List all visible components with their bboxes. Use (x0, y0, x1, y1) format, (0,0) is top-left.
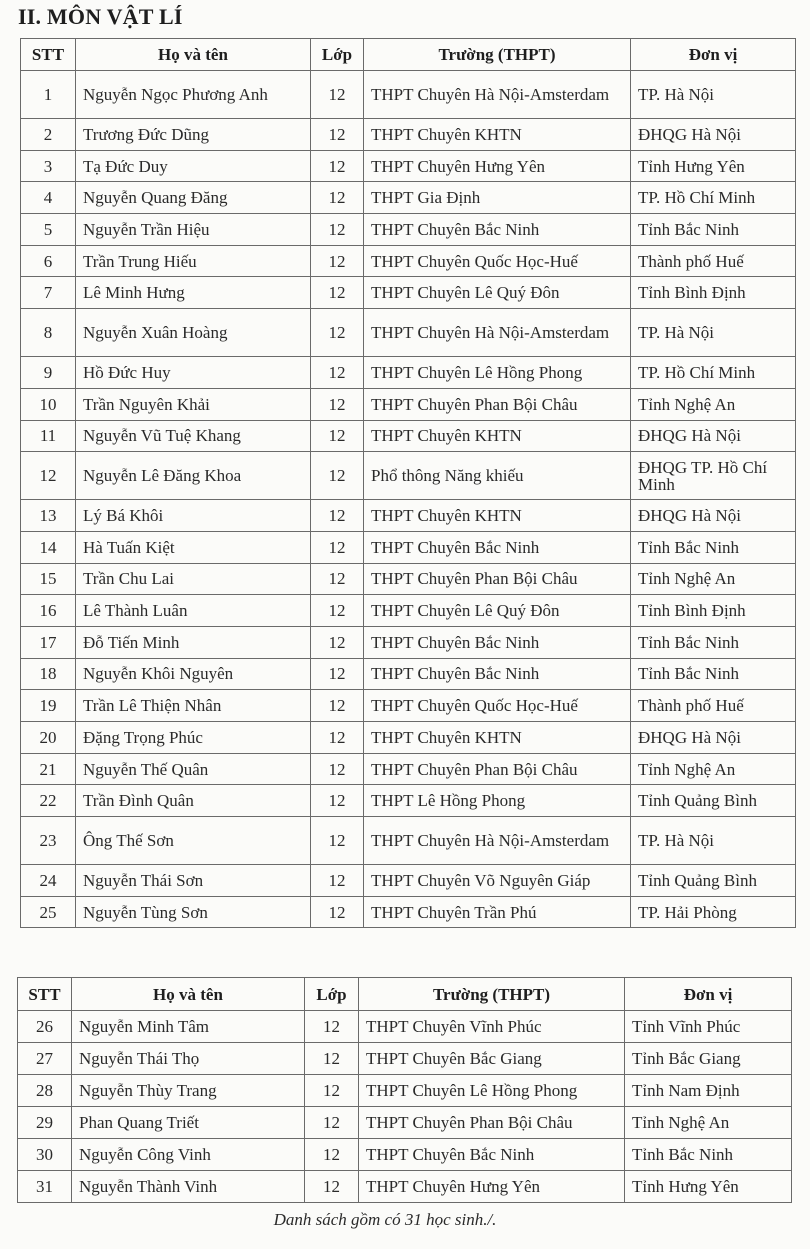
cell-grade: 12 (311, 452, 364, 500)
cell-name: Tạ Đức Duy (76, 150, 311, 182)
cell-name: Nguyễn Thùy Trang (72, 1075, 305, 1107)
cell-unit: ĐHQG Hà Nội (631, 420, 796, 452)
cell-school: THPT Chuyên Vĩnh Phúc (359, 1011, 625, 1043)
cell-school: THPT Chuyên Bắc Ninh (364, 626, 631, 658)
table-row (21, 452, 796, 500)
cell-school: THPT Chuyên Hà Nội-Amsterdam (364, 817, 631, 865)
cell-unit: Tỉnh Bắc Giang (625, 1043, 792, 1075)
cell-stt: 27 (18, 1043, 72, 1075)
table-row (21, 817, 796, 865)
cell-stt: 23 (21, 817, 76, 865)
cell-unit: Tỉnh Bắc Ninh (631, 531, 796, 563)
cell-stt: 12 (21, 452, 76, 500)
cell-grade: 12 (311, 896, 364, 928)
cell-stt: 11 (21, 420, 76, 452)
cell-name: Nguyễn Thái Thọ (72, 1043, 305, 1075)
header-school: Trường (THPT) (359, 978, 625, 1011)
cell-grade: 12 (311, 690, 364, 722)
cell-stt: 25 (21, 896, 76, 928)
cell-stt: 5 (21, 214, 76, 246)
table-row (21, 245, 796, 277)
cell-stt: 22 (21, 785, 76, 817)
cell-name: Phan Quang Triết (72, 1107, 305, 1139)
table-row (21, 626, 796, 658)
header-grade: Lớp (311, 39, 364, 71)
cell-grade: 12 (311, 182, 364, 214)
cell-school: THPT Chuyên Quốc Học-Huế (364, 690, 631, 722)
cell-name: Nguyễn Vũ Tuệ Khang (76, 420, 311, 452)
table-row (21, 563, 796, 595)
cell-school: THPT Chuyên Lê Hồng Phong (364, 357, 631, 389)
cell-unit: Tỉnh Bắc Ninh (631, 658, 796, 690)
cell-stt: 31 (18, 1171, 72, 1203)
cell-unit: ĐHQG TP. Hồ Chí Minh (631, 452, 796, 500)
cell-school: THPT Chuyên Hà Nội-Amsterdam (364, 309, 631, 357)
cell-unit: TP. Hà Nội (631, 817, 796, 865)
cell-stt: 30 (18, 1139, 72, 1171)
cell-unit: TP. Hồ Chí Minh (631, 357, 796, 389)
cell-grade: 12 (311, 563, 364, 595)
cell-grade: 12 (311, 309, 364, 357)
table-row (21, 150, 796, 182)
cell-stt: 9 (21, 357, 76, 389)
cell-grade: 12 (305, 1075, 359, 1107)
cell-grade: 12 (305, 1043, 359, 1075)
cell-name: Lê Minh Hưng (76, 277, 311, 309)
cell-school: THPT Chuyên Hưng Yên (364, 150, 631, 182)
cell-name: Nguyễn Thành Vinh (72, 1171, 305, 1203)
table-row (21, 119, 796, 151)
table-row (21, 690, 796, 722)
cell-unit: ĐHQG Hà Nội (631, 722, 796, 754)
table-row (21, 753, 796, 785)
cell-school: THPT Chuyên Hà Nội-Amsterdam (364, 71, 631, 119)
cell-grade: 12 (305, 1011, 359, 1043)
table-row (18, 1107, 792, 1139)
cell-stt: 26 (18, 1011, 72, 1043)
cell-grade: 12 (311, 71, 364, 119)
cell-unit: Tỉnh Nghệ An (631, 753, 796, 785)
cell-stt: 8 (21, 309, 76, 357)
cell-grade: 12 (311, 420, 364, 452)
cell-grade: 12 (311, 357, 364, 389)
cell-name: Nguyễn Khôi Nguyên (76, 658, 311, 690)
cell-stt: 1 (21, 71, 76, 119)
cell-stt: 18 (21, 658, 76, 690)
cell-stt: 17 (21, 626, 76, 658)
header-name: Họ và tên (72, 978, 305, 1011)
cell-name: Nguyễn Trần Hiệu (76, 214, 311, 246)
section-title: II. MÔN VẬT LÍ (18, 4, 183, 29)
cell-school: THPT Gia Định (364, 182, 631, 214)
cell-school: THPT Chuyên Bắc Ninh (364, 531, 631, 563)
table-row (18, 1171, 792, 1203)
cell-stt: 3 (21, 150, 76, 182)
cell-name: Trần Nguyên Khải (76, 388, 311, 420)
cell-grade: 12 (311, 595, 364, 627)
cell-school: THPT Chuyên Phan Bội Châu (364, 753, 631, 785)
table-row (21, 71, 796, 119)
cell-unit: TP. Hà Nội (631, 71, 796, 119)
cell-grade: 12 (311, 658, 364, 690)
cell-school: THPT Chuyên Võ Nguyên Giáp (364, 865, 631, 897)
cell-name: Nguyễn Thế Quân (76, 753, 311, 785)
cell-school: THPT Chuyên Phan Bội Châu (359, 1107, 625, 1139)
cell-school: THPT Chuyên Hưng Yên (359, 1171, 625, 1203)
cell-unit: Tỉnh Bình Định (631, 595, 796, 627)
cell-unit: TP. Hải Phòng (631, 896, 796, 928)
table-row (18, 1011, 792, 1043)
cell-name: Đặng Trọng Phúc (76, 722, 311, 754)
cell-unit: Tỉnh Hưng Yên (631, 150, 796, 182)
cell-unit: Tỉnh Nghệ An (625, 1107, 792, 1139)
cell-stt: 28 (18, 1075, 72, 1107)
cell-unit: Tỉnh Nghệ An (631, 563, 796, 595)
table-row (21, 531, 796, 563)
cell-school: THPT Chuyên Phan Bội Châu (364, 388, 631, 420)
header-grade: Lớp (305, 978, 359, 1011)
header-school: Trường (THPT) (364, 39, 631, 71)
cell-name: Nguyễn Ngọc Phương Anh (76, 71, 311, 119)
cell-school: THPT Chuyên Bắc Giang (359, 1043, 625, 1075)
table-header-row (18, 978, 792, 1011)
cell-name: Trần Đình Quân (76, 785, 311, 817)
cell-grade: 12 (311, 626, 364, 658)
cell-school: THPT Chuyên Bắc Ninh (364, 214, 631, 246)
cell-grade: 12 (311, 214, 364, 246)
cell-grade: 12 (311, 785, 364, 817)
cell-unit: Tỉnh Bình Định (631, 277, 796, 309)
header-name: Họ và tên (76, 39, 311, 71)
cell-grade: 12 (311, 531, 364, 563)
cell-unit: Tỉnh Vĩnh Phúc (625, 1011, 792, 1043)
cell-school: THPT Chuyên Bắc Ninh (359, 1139, 625, 1171)
table-row (21, 420, 796, 452)
table-row (18, 1139, 792, 1171)
table-row (21, 182, 796, 214)
cell-name: Nguyễn Thái Sơn (76, 865, 311, 897)
table-header-row (21, 39, 796, 71)
cell-stt: 13 (21, 500, 76, 532)
table-row (21, 595, 796, 627)
cell-school: THPT Chuyên Lê Quý Đôn (364, 277, 631, 309)
cell-unit: ĐHQG Hà Nội (631, 119, 796, 151)
cell-school: THPT Chuyên KHTN (364, 500, 631, 532)
cell-name: Lý Bá Khôi (76, 500, 311, 532)
cell-school: THPT Chuyên Phan Bội Châu (364, 563, 631, 595)
cell-stt: 16 (21, 595, 76, 627)
cell-grade: 12 (311, 150, 364, 182)
header-unit: Đơn vị (625, 978, 792, 1011)
cell-stt: 4 (21, 182, 76, 214)
cell-grade: 12 (311, 722, 364, 754)
cell-unit: TP. Hà Nội (631, 309, 796, 357)
cell-unit: TP. Hồ Chí Minh (631, 182, 796, 214)
cell-grade: 12 (311, 245, 364, 277)
cell-stt: 6 (21, 245, 76, 277)
cell-school: THPT Chuyên Trần Phú (364, 896, 631, 928)
cell-grade: 12 (311, 277, 364, 309)
cell-name: Hà Tuấn Kiệt (76, 531, 311, 563)
header-unit: Đơn vị (631, 39, 796, 71)
cell-school: THPT Chuyên Lê Quý Đôn (364, 595, 631, 627)
table-row (18, 1075, 792, 1107)
cell-name: Ông Thế Sơn (76, 817, 311, 865)
cell-name: Nguyễn Công Vinh (72, 1139, 305, 1171)
cell-grade: 12 (311, 500, 364, 532)
cell-stt: 29 (18, 1107, 72, 1139)
table-row (21, 214, 796, 246)
cell-name: Hồ Đức Huy (76, 357, 311, 389)
cell-name: Nguyễn Xuân Hoàng (76, 309, 311, 357)
students-table-part-1 (20, 38, 796, 928)
cell-unit: Tỉnh Bắc Ninh (625, 1139, 792, 1171)
cell-name: Trần Lê Thiện Nhân (76, 690, 311, 722)
cell-name: Lê Thành Luân (76, 595, 311, 627)
table-row (21, 896, 796, 928)
table-row (21, 865, 796, 897)
cell-name: Trương Đức Dũng (76, 119, 311, 151)
cell-school: Phổ thông Năng khiếu (364, 452, 631, 500)
cell-grade: 12 (305, 1139, 359, 1171)
header-stt: STT (21, 39, 76, 71)
cell-name: Nguyễn Lê Đăng Khoa (76, 452, 311, 500)
cell-grade: 12 (305, 1171, 359, 1203)
cell-unit: Thành phố Huế (631, 245, 796, 277)
cell-name: Nguyễn Minh Tâm (72, 1011, 305, 1043)
cell-unit: Tỉnh Bắc Ninh (631, 214, 796, 246)
cell-stt: 20 (21, 722, 76, 754)
cell-unit: Thành phố Huế (631, 690, 796, 722)
table-row (21, 658, 796, 690)
cell-unit: ĐHQG Hà Nội (631, 500, 796, 532)
cell-school: THPT Lê Hồng Phong (364, 785, 631, 817)
cell-school: THPT Chuyên KHTN (364, 722, 631, 754)
table-row (21, 357, 796, 389)
students-table-part-2 (17, 977, 792, 1203)
cell-grade: 12 (311, 817, 364, 865)
cell-stt: 7 (21, 277, 76, 309)
cell-school: THPT Chuyên KHTN (364, 420, 631, 452)
cell-grade: 12 (311, 119, 364, 151)
table-row (21, 785, 796, 817)
cell-name: Đỗ Tiến Minh (76, 626, 311, 658)
cell-school: THPT Chuyên KHTN (364, 119, 631, 151)
cell-unit: Tỉnh Nam Định (625, 1075, 792, 1107)
table-row (21, 500, 796, 532)
header-stt: STT (18, 978, 72, 1011)
table-row (21, 722, 796, 754)
cell-name: Nguyễn Tùng Sơn (76, 896, 311, 928)
table-row (21, 309, 796, 357)
cell-stt: 14 (21, 531, 76, 563)
cell-unit: Tỉnh Quảng Bình (631, 785, 796, 817)
cell-stt: 24 (21, 865, 76, 897)
cell-name: Nguyễn Quang Đăng (76, 182, 311, 214)
cell-school: THPT Chuyên Bắc Ninh (364, 658, 631, 690)
cell-stt: 10 (21, 388, 76, 420)
cell-unit: Tỉnh Hưng Yên (625, 1171, 792, 1203)
cell-stt: 19 (21, 690, 76, 722)
cell-name: Trần Chu Lai (76, 563, 311, 595)
table-row (21, 388, 796, 420)
footer-note: Danh sách gồm có 31 học sinh./. (273, 1210, 497, 1229)
cell-stt: 2 (21, 119, 76, 151)
cell-grade: 12 (311, 388, 364, 420)
cell-unit: Tỉnh Bắc Ninh (631, 626, 796, 658)
cell-school: THPT Chuyên Quốc Học-Huế (364, 245, 631, 277)
cell-school: THPT Chuyên Lê Hồng Phong (359, 1075, 625, 1107)
cell-unit: Tỉnh Quảng Bình (631, 865, 796, 897)
cell-stt: 21 (21, 753, 76, 785)
table-row (21, 277, 796, 309)
cell-name: Trần Trung Hiếu (76, 245, 311, 277)
table-row (18, 1043, 792, 1075)
cell-grade: 12 (311, 865, 364, 897)
cell-grade: 12 (311, 753, 364, 785)
cell-grade: 12 (305, 1107, 359, 1139)
cell-unit: Tỉnh Nghệ An (631, 388, 796, 420)
cell-stt: 15 (21, 563, 76, 595)
